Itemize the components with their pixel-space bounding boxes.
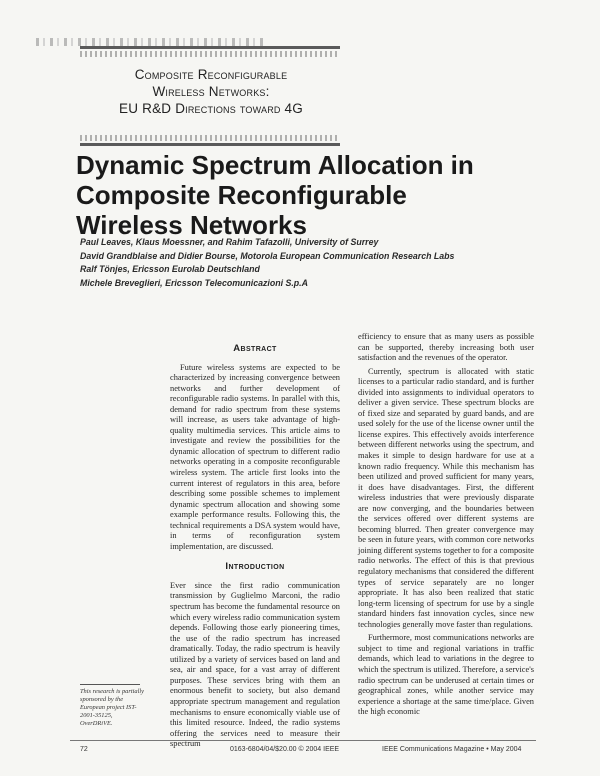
introduction-heading: Introduction — [225, 561, 285, 573]
series-line: Wireless Networks: — [152, 84, 270, 99]
author-list — [80, 236, 540, 290]
article-title — [76, 150, 496, 240]
body-paragraph: efficiency to ensure that as many users as possible can be supported, thereby increasing both user satisfaction and the revenues of the operator. — [358, 332, 534, 363]
page-number: 72 — [80, 746, 88, 753]
body-paragraph: Currently, spectrum is allocated with static licenses to a particular radio standard, and is further divided into assignments to individual operators to deliver a given service. These spectrum blocks are of fixed size and separated by guard bands, and are used solely for the use of the license owner until the license expires. This effectively avoids interference between different networks using the spectrum, and makes it simple to design hardware for use at a known radio frequency. While this mechanism has been utilized and proved sufficient for many years, it does have disadvantages. First, the different wireless industries that were previously disparate are now converging, and the boundaries between the services offered over different systems are becoming blurred. Then greater convergence may be seen in future years, with common core networks joining different systems together to for a composite radio networks. The effect of this is that previous regulatory mechanisms that considered the different types of service separately are no longer appropriate. It has also been realized that static long-term licensing of spectrum for use by a single standard hinders fast innovation cycles, since new technologies generally move faster than regulations. — [358, 366, 534, 629]
issn-line: 0163-6804/04/$20.00 © 2004 IEEE — [230, 746, 340, 753]
right-column — [358, 332, 534, 718]
footnote-divider — [80, 684, 140, 685]
left-column — [170, 340, 340, 750]
footnote: This research is partially sponsored by the European project IST-2001-35125, OverDRiVE. — [80, 688, 144, 727]
series-heading — [96, 66, 326, 117]
top-scan-noise — [36, 38, 266, 46]
author-line: Ralf Tönjes, Ericsson Eurolab Deutschland — [80, 264, 260, 275]
title-line: Composite Reconfigurable — [76, 180, 407, 210]
abstract-heading: Abstract — [233, 343, 277, 354]
magazine-footer: IEEE Communications Magazine • May 2004 — [382, 746, 522, 753]
introduction-text: Ever since the first radio communication transmission by Guglielmo Marconi, the radio spectrum has become the fundamental resource on which every wireless radio communication system depends. Following those early pioneering times, the use of the radio spectrum has increased dramatically. Today, the radio spectrum is heavily utilized by a variety of services based on land and sea, air and space, for a vast array of different purposes. These services bring with them an enormous benefit to society, but also demand appropriate spectrum management and regulation mechanisms to ensure economically viable use of this limited resource. Indeed, the radio systems offering the services need to measure their spectrum — [170, 580, 340, 749]
author-line: David Grandblaise and Didier Bourse, Motorola European Communication Research Labs — [80, 250, 455, 261]
author-line: Michele Breveglieri, Ericsson Telecomunicazioni S.p.A — [80, 277, 308, 288]
abstract-text: Future wireless systems are expected to be characterized by increasing convergence between networks and further development of reconfigurable radio systems. In parallel with this, demand for radio spectrum from these systems will increase, as users take advantage of high-quality multimedia services. This article aims to investigate and review the possibilities for the dynamic allocation of spectrum to different radio networks operating in a composite reconfigurable wireless system. The article first looks into the current interest of regulators in this area, before describing some possible schemes to implement dynamic spectrum allocation and showing some example performance results. Following this, the technical requirements a DSA system would have, in terms of reconfiguration system implementation, are discussed. — [170, 362, 340, 551]
title-line: Wireless Networks — [76, 210, 307, 240]
series-line: Composite Reconfigurable — [134, 67, 288, 82]
title-line: Dynamic Spectrum Allocation in — [76, 150, 474, 180]
footer-divider — [70, 740, 536, 741]
body-paragraph: Furthermore, most communications networks are subject to time and regional variations in traffic demands, which lead to variations in the degree to which the spectrum is utilized. Therefore, a service's radio spectrum can be underused at certain times or geographical zones, while another service may experience a shortage at the same time/place. Given the high economic — [358, 633, 535, 717]
author-line: Paul Leaves, Klaus Moessner, and Rahim Tafazolli, University of Surrey — [80, 237, 379, 247]
series-line: EU R&D Directions toward 4G — [119, 101, 303, 116]
